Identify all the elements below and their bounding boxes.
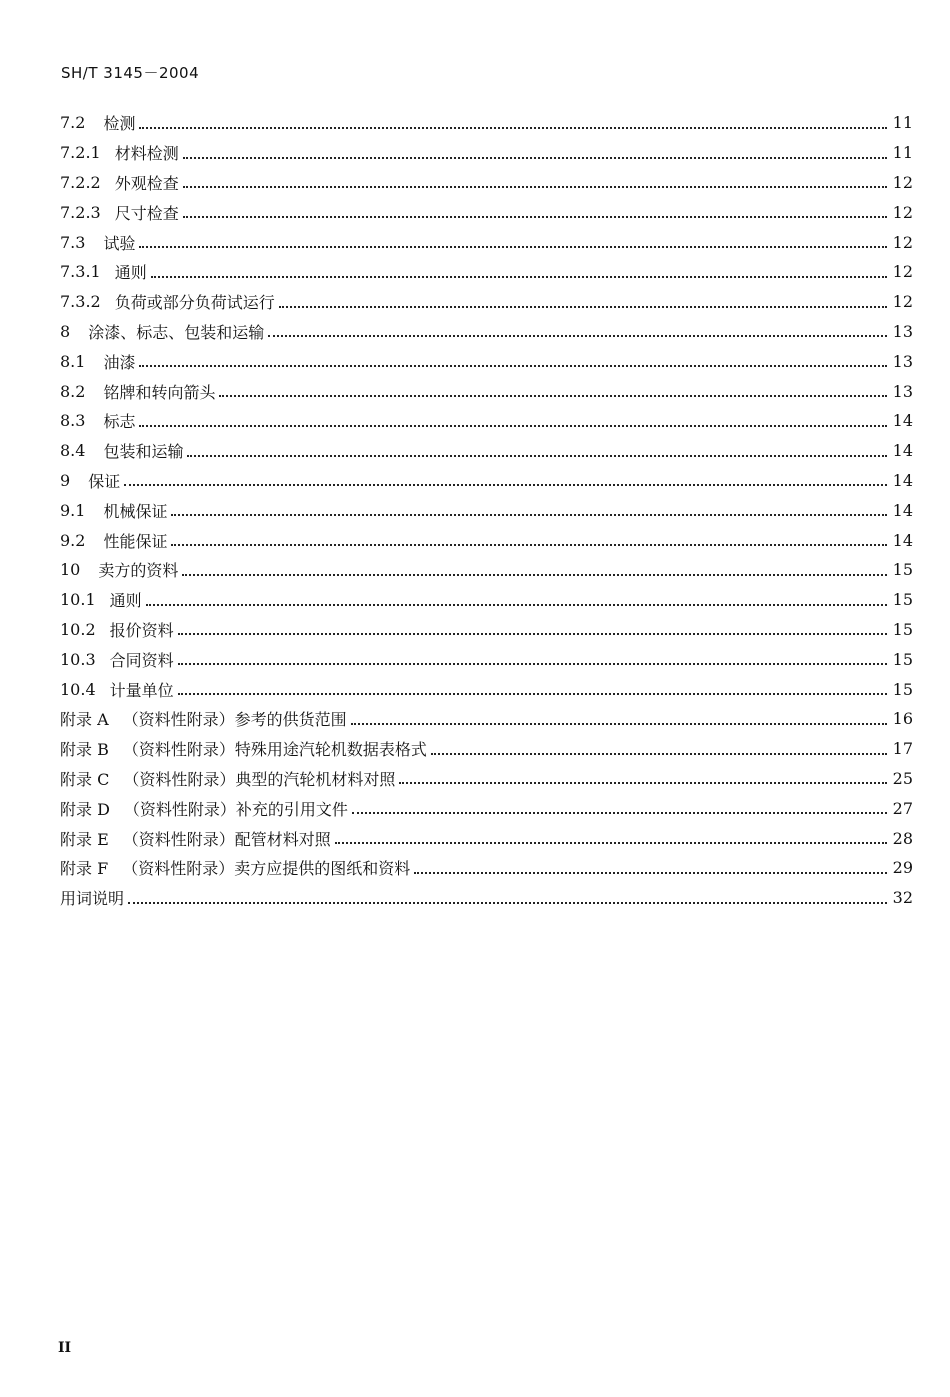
- toc-row-7-2-1[interactable]: [60, 138, 913, 168]
- toc-row-10-4[interactable]: [60, 674, 913, 704]
- toc-page: 27: [892, 798, 913, 818]
- toc-page: 15: [892, 560, 913, 580]
- toc-leader-dots: [139, 127, 887, 129]
- toc-page: 11: [892, 113, 913, 133]
- toc-title: 性能保证: [103, 531, 168, 551]
- toc-title: 通则: [109, 591, 142, 611]
- toc-row-7-3-1[interactable]: [60, 257, 913, 287]
- toc-title: 包装和运输: [103, 442, 184, 462]
- toc-number: 9: [60, 470, 71, 490]
- toc-leader-dots: [351, 723, 887, 725]
- toc-number: 附录 C: [60, 769, 110, 789]
- toc-row-7-2[interactable]: [60, 108, 913, 138]
- toc-row-8[interactable]: [60, 317, 913, 347]
- toc-leader-dots: [219, 395, 887, 397]
- toc-title: 计量单位: [109, 680, 174, 700]
- toc-row-terms[interactable]: [60, 883, 913, 913]
- toc-title: 机械保证: [103, 501, 168, 521]
- toc-leader-dots: [268, 335, 887, 337]
- toc-page: 28: [892, 828, 913, 848]
- toc-page: 29: [892, 858, 913, 878]
- toc-number: 7.2.2: [60, 172, 101, 192]
- toc-page: 15: [892, 619, 913, 639]
- toc-page: 12: [892, 202, 913, 222]
- toc-leader-dots: [171, 514, 887, 516]
- toc-row-7-2-3[interactable]: [60, 197, 913, 227]
- toc-row-appendix-a[interactable]: [60, 704, 913, 734]
- toc-number: 8.4: [60, 441, 86, 461]
- toc-number: 附录 D: [60, 799, 110, 819]
- toc-number: 7.2.1: [60, 143, 101, 163]
- toc-number: 8.1: [60, 351, 86, 371]
- toc-leader-dots: [139, 365, 887, 367]
- toc-title: 涂漆、标志、包装和运输: [88, 322, 265, 342]
- toc-leader-dots: [431, 753, 887, 755]
- toc-page: 14: [892, 530, 913, 550]
- toc-page: 12: [892, 262, 913, 282]
- toc-page: 11: [892, 143, 913, 163]
- toc-title: 合同资料: [109, 650, 174, 670]
- toc-row-8-4[interactable]: [60, 436, 913, 466]
- toc-number: 8.2: [60, 381, 86, 401]
- toc-title: （资料性附录）参考的供货范围: [122, 710, 347, 730]
- toc-leader-dots: [187, 455, 887, 457]
- toc-leader-dots: [178, 633, 887, 635]
- toc-leader-dots: [146, 604, 887, 606]
- toc-leader-dots: [171, 544, 887, 546]
- toc-leader-dots: [139, 246, 887, 248]
- toc-page: 12: [892, 172, 913, 192]
- toc-title: 油漆: [103, 352, 136, 372]
- toc-row-9[interactable]: [60, 466, 913, 496]
- toc-number: 7.3: [60, 232, 86, 252]
- toc-row-9-2[interactable]: [60, 525, 913, 555]
- toc-leader-dots: [124, 484, 887, 486]
- toc-number: 7.2.3: [60, 202, 101, 222]
- toc-row-appendix-c[interactable]: [60, 764, 913, 794]
- toc-page: 14: [892, 411, 913, 431]
- toc-number: 7.3.2: [60, 292, 101, 312]
- toc-leader-dots: [178, 693, 887, 695]
- toc-title: 通则: [114, 263, 147, 283]
- toc-leader-dots: [414, 872, 887, 874]
- toc-row-10[interactable]: [60, 555, 913, 585]
- toc-page: 14: [892, 470, 913, 490]
- toc-page: 13: [892, 321, 913, 341]
- document-code-header: SH/T 3145－2004: [61, 64, 200, 82]
- toc-row-10-1[interactable]: [60, 585, 913, 615]
- toc-number: 7.3.1: [60, 262, 101, 282]
- toc-page: 15: [892, 649, 913, 669]
- toc-title: 材料检测: [114, 144, 179, 164]
- toc-leader-dots: [183, 157, 887, 159]
- toc-title: 标志: [103, 412, 136, 432]
- toc-row-7-3[interactable]: [60, 227, 913, 257]
- toc-leader-dots: [139, 425, 887, 427]
- toc-title: 负荷或部分负荷试运行: [114, 293, 275, 313]
- toc-number: 8.3: [60, 411, 86, 431]
- toc-number: 9.2: [60, 530, 86, 550]
- toc-page: 32: [892, 888, 913, 908]
- toc-page: 25: [892, 768, 913, 788]
- toc-title: 报价资料: [109, 620, 174, 640]
- toc-leader-dots: [182, 574, 887, 576]
- toc-row-8-3[interactable]: [60, 406, 913, 436]
- toc-number: 附录 B: [60, 740, 109, 760]
- toc-page: 15: [892, 679, 913, 699]
- toc-row-10-2[interactable]: [60, 615, 913, 645]
- toc-page: 17: [892, 739, 913, 759]
- toc-number: 10.3: [60, 649, 96, 669]
- toc-number: 10: [60, 560, 81, 580]
- toc-page: 15: [892, 590, 913, 610]
- toc-row-8-1[interactable]: [60, 346, 913, 376]
- toc-leader-dots: [151, 276, 887, 278]
- toc-page: 13: [892, 351, 913, 371]
- toc-title: 尺寸检查: [114, 203, 179, 223]
- toc-number: 8: [60, 321, 71, 341]
- toc-number: 附录 E: [60, 829, 109, 849]
- toc-row-7-3-2[interactable]: [60, 287, 913, 317]
- toc-page: 14: [892, 441, 913, 461]
- toc-row-appendix-f[interactable]: [60, 853, 913, 883]
- toc-title: （资料性附录）补充的引用文件: [123, 799, 348, 819]
- toc-number: 10.4: [60, 679, 96, 699]
- toc-leader-dots: [335, 842, 887, 844]
- toc-title: （资料性附录）配管材料对照: [122, 829, 331, 849]
- toc-title: （资料性附录）典型的汽轮机材料对照: [123, 769, 396, 789]
- toc-title: （资料性附录）卖方应提供的图纸和资料: [122, 859, 411, 879]
- table-of-contents: [60, 108, 913, 913]
- toc-title: 卖方的资料: [98, 561, 179, 581]
- toc-row-appendix-b[interactable]: [60, 734, 913, 764]
- toc-leader-dots: [183, 216, 887, 218]
- toc-number: 10.1: [60, 590, 96, 610]
- toc-row-9-1[interactable]: [60, 495, 913, 525]
- toc-leader-dots: [178, 663, 887, 665]
- toc-number: 9.1: [60, 500, 86, 520]
- toc-number: 7.2: [60, 113, 86, 133]
- toc-title: 保证: [88, 471, 121, 491]
- toc-row-appendix-e[interactable]: [60, 823, 913, 853]
- toc-leader-dots: [399, 782, 887, 784]
- toc-row-8-2[interactable]: [60, 376, 913, 406]
- page-number-footer: II: [58, 1340, 72, 1356]
- toc-page: 13: [892, 381, 913, 401]
- toc-page: 14: [892, 500, 913, 520]
- toc-row-7-2-2[interactable]: [60, 168, 913, 198]
- toc-title: 用词说明: [60, 889, 125, 909]
- toc-leader-dots: [279, 306, 887, 308]
- toc-page: 16: [892, 709, 913, 729]
- toc-row-10-3[interactable]: [60, 644, 913, 674]
- toc-title: 外观检查: [114, 173, 179, 193]
- toc-title: 试验: [103, 233, 136, 253]
- toc-number: 附录 F: [60, 859, 109, 879]
- toc-leader-dots: [352, 812, 887, 814]
- toc-row-appendix-d[interactable]: [60, 793, 913, 823]
- toc-title: 铭牌和转向箭头: [103, 382, 216, 402]
- toc-leader-dots: [183, 186, 887, 188]
- toc-title: 检测: [103, 114, 136, 134]
- toc-leader-dots: [128, 902, 887, 904]
- toc-title: （资料性附录）特殊用途汽轮机数据表格式: [122, 740, 427, 760]
- toc-page: 12: [892, 232, 913, 252]
- toc-page: 12: [892, 292, 913, 312]
- toc-number: 10.2: [60, 619, 96, 639]
- toc-number: 附录 A: [60, 710, 109, 730]
